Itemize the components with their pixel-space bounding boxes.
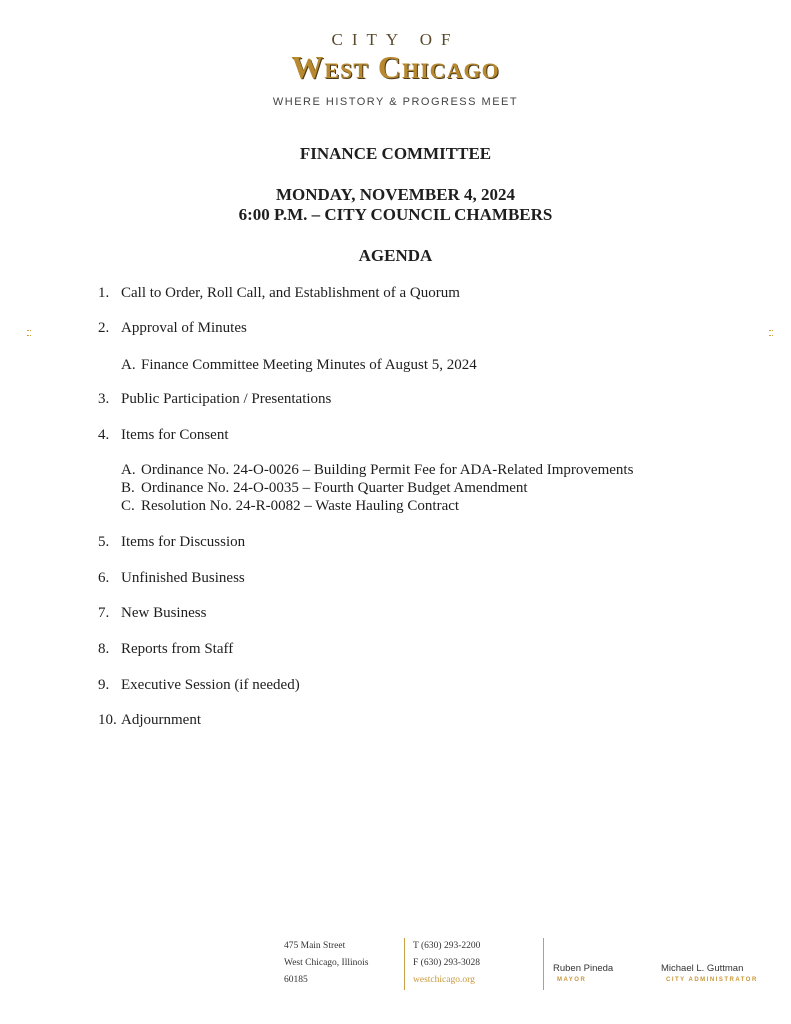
committee-title: FINANCE COMMITTEE (299, 144, 492, 163)
item-number: 9. (98, 677, 110, 693)
agenda-title: AGENDA (358, 246, 433, 265)
left-margin-mark (27, 330, 31, 336)
mayor-name: Ruben Pineda (553, 963, 614, 974)
item-number: 2. (98, 320, 110, 336)
footer-address (284, 938, 368, 989)
footer-contact (413, 938, 480, 989)
agenda-item (98, 711, 201, 729)
agenda-item (98, 676, 300, 694)
item-number: 4. (98, 427, 110, 443)
city-logo (0, 30, 791, 84)
item-text: Public Participation / Presentations (121, 391, 332, 407)
agenda-subitem (121, 497, 459, 515)
meeting-date: MONDAY, NOVEMBER 4, 2024 (275, 185, 516, 204)
agenda-item (98, 533, 245, 551)
item-text: Items for Consent (121, 427, 229, 443)
agenda-item (98, 604, 206, 622)
subitem-text: Finance Committee Meeting Minutes of August 5, 2024 (141, 357, 477, 373)
subitem-letter: A. (121, 462, 136, 478)
item-text: Call to Order, Roll Call, and Establishment of a Quorum (121, 285, 460, 301)
subitem-letter: A. (121, 357, 136, 373)
agenda-item (98, 319, 247, 337)
mayor-title: MAYOR (557, 977, 587, 983)
item-number: 5. (98, 534, 110, 550)
address-line: West Chicago, Illinois (284, 958, 369, 968)
subitem-text: Resolution No. 24-R-0082 – Waste Hauling Contract (141, 498, 460, 514)
subitem-letter: C. (121, 498, 135, 514)
logo-west-chicago: West Chicago (291, 49, 500, 85)
address-line: 475 Main Street (284, 941, 346, 951)
item-text: New Business (121, 605, 207, 621)
item-number: 8. (98, 641, 110, 657)
website-link[interactable]: westchicago.org (413, 975, 475, 985)
agenda-subitem (121, 356, 477, 374)
subitem-text: Ordinance No. 24-O-0026 – Building Permit Fee for ADA-Related Improvements (141, 462, 634, 478)
tagline: WHERE HISTORY & PROGRESS MEET (272, 96, 519, 108)
agenda-item (98, 640, 233, 658)
item-number: 10. (98, 712, 117, 728)
agenda-item (98, 390, 331, 408)
item-number: 7. (98, 605, 110, 621)
administrator-title: CITY ADMINISTRATOR (666, 977, 758, 983)
agenda-item (98, 569, 245, 587)
item-text: Adjournment (121, 712, 201, 728)
item-number: 6. (98, 570, 110, 586)
phone-number: T (630) 293-2200 (413, 941, 481, 951)
item-text: Items for Discussion (121, 534, 246, 550)
item-number: 3. (98, 391, 110, 407)
footer-divider (404, 938, 405, 990)
logo-city-of: CITY OF (331, 30, 460, 49)
subitem-text: Ordinance No. 24-O-0035 – Fourth Quarter Budget Amendment (141, 480, 528, 496)
agenda-item (98, 284, 460, 302)
item-text: Executive Session (if needed) (121, 677, 300, 693)
item-text: Unfinished Business (121, 570, 245, 586)
fax-number: F (630) 293-3028 (413, 958, 481, 968)
agenda-item (98, 426, 228, 444)
footer-divider (543, 938, 544, 990)
subitem-letter: B. (121, 480, 135, 496)
meeting-time-place: 6:00 P.M. – CITY COUNCIL CHAMBERS (238, 205, 553, 224)
agenda-subitem (121, 479, 528, 497)
item-number: 1. (98, 285, 110, 301)
address-line: 60185 (284, 975, 308, 985)
agenda-subitem (121, 461, 633, 479)
right-margin-mark (769, 330, 773, 336)
administrator-name: Michael L. Guttman (661, 963, 744, 974)
item-text: Approval of Minutes (121, 320, 247, 336)
item-text: Reports from Staff (121, 641, 234, 657)
